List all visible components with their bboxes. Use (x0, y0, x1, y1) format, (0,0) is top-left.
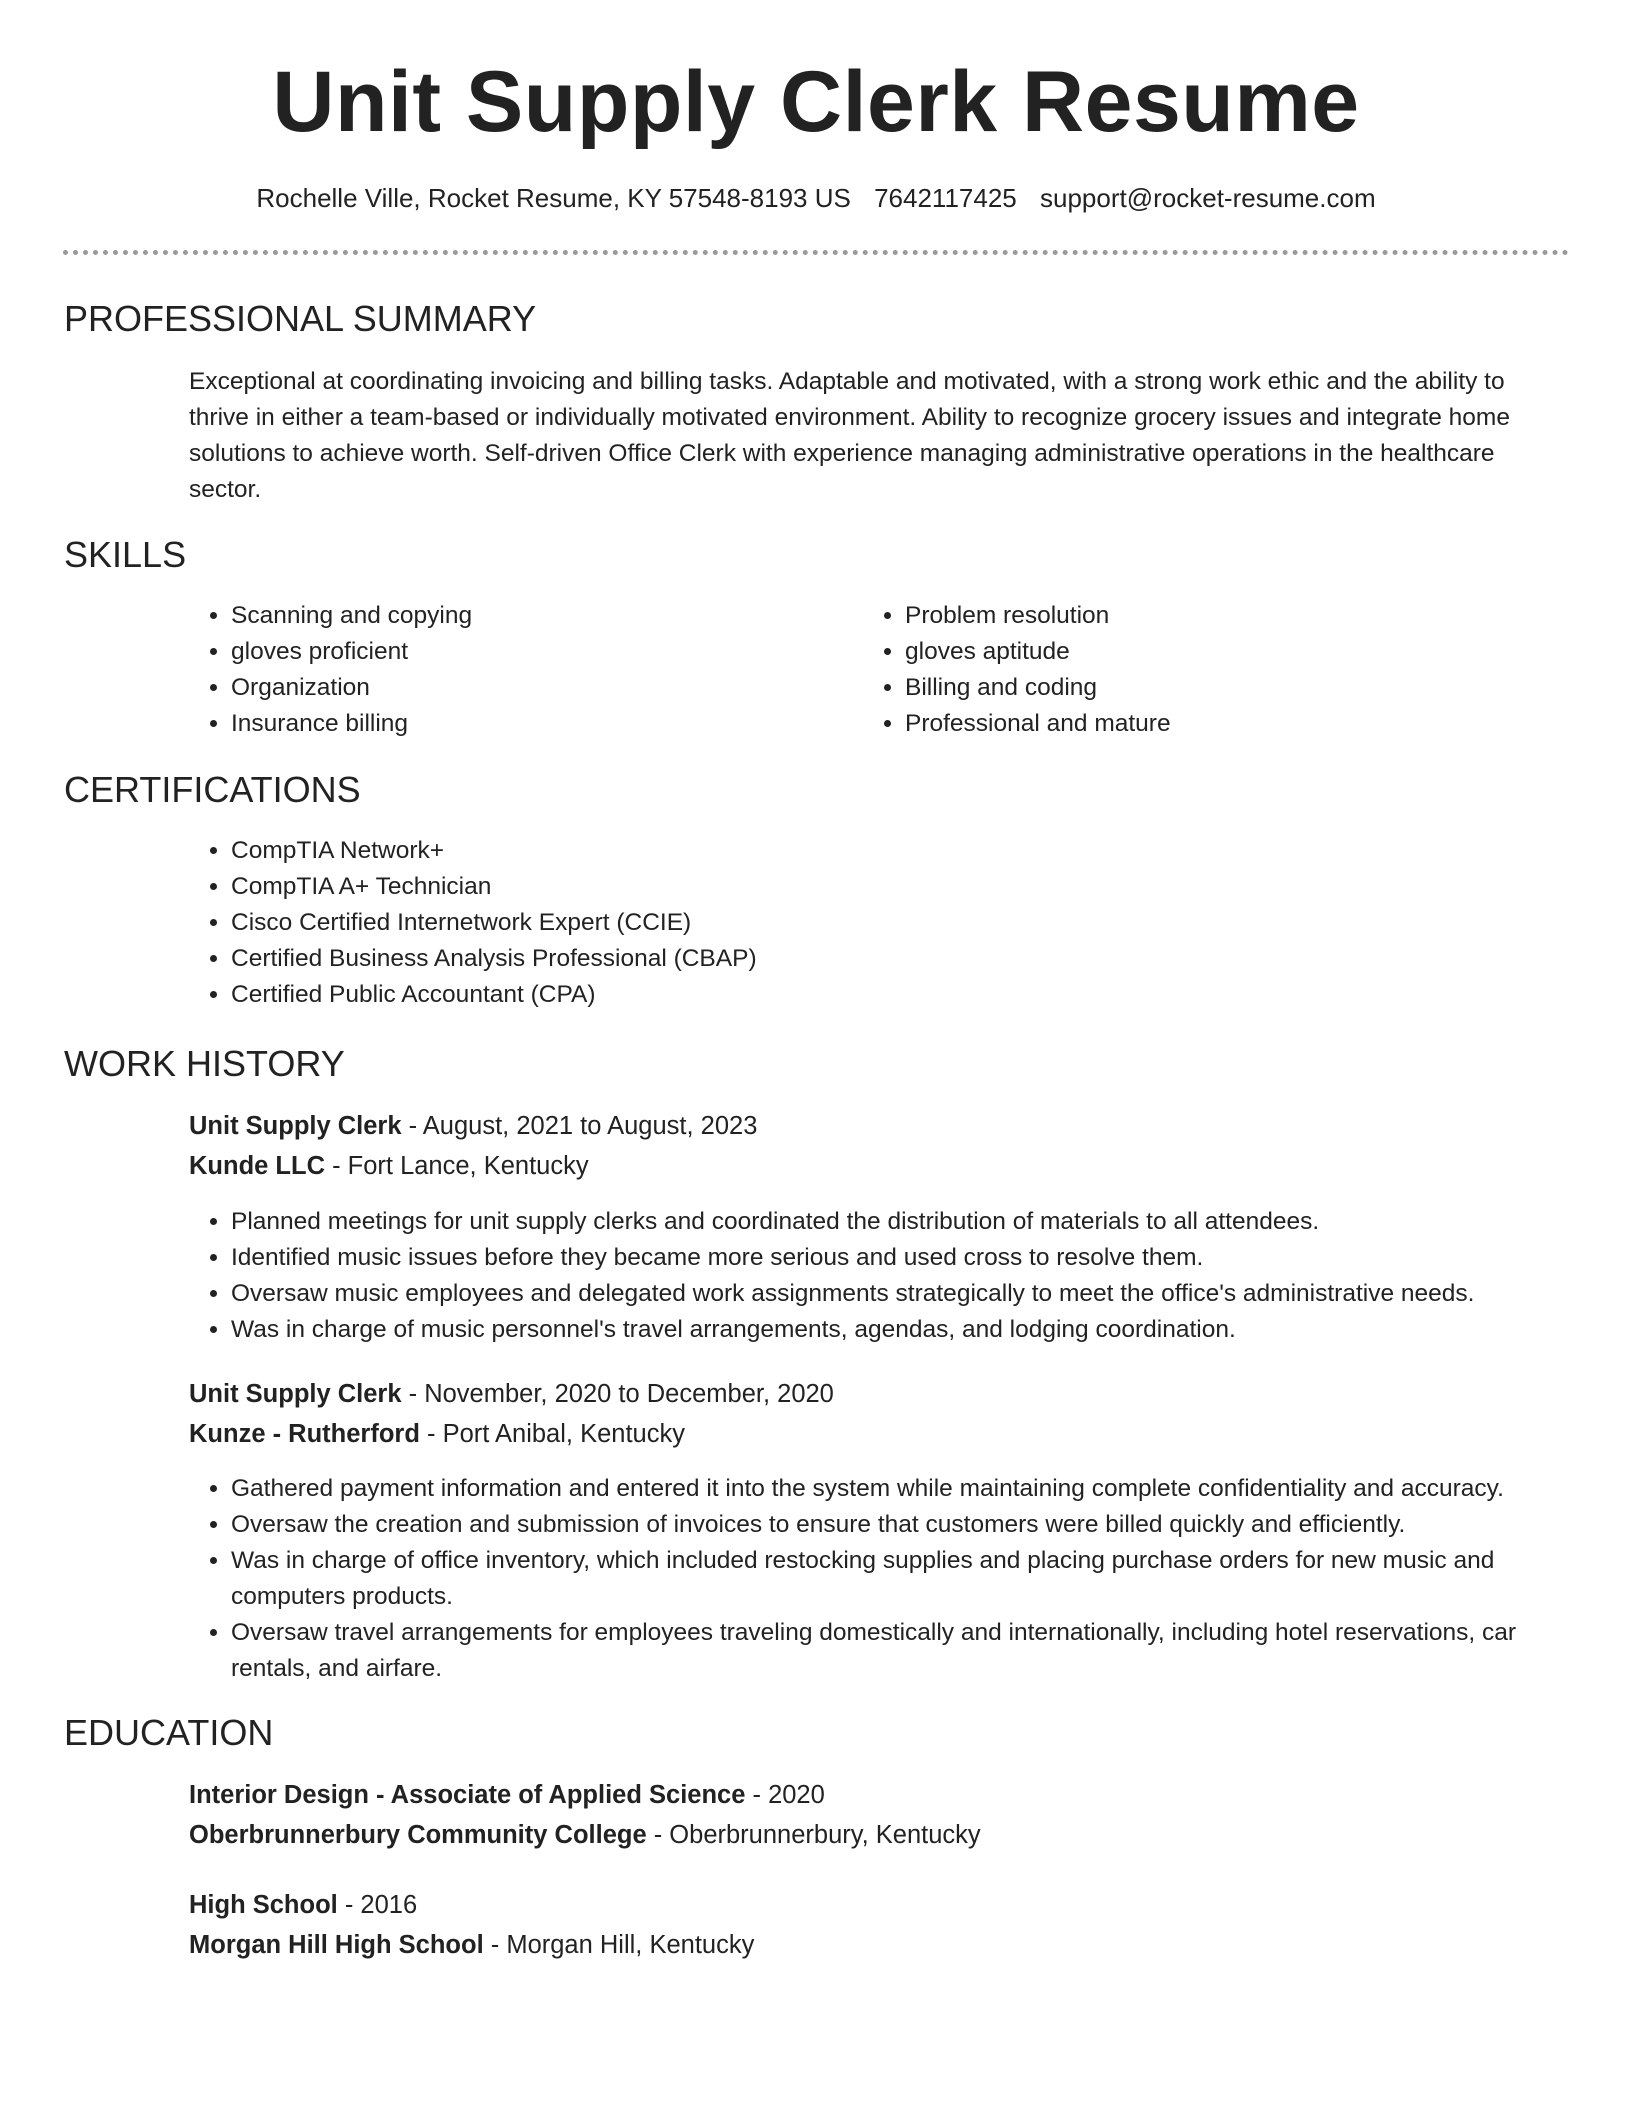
job-bullet: • Identified music issues before they became more serious and used cross to resolve them. (231, 1240, 1611, 1276)
job-company-line (189, 1148, 589, 1184)
skill-item: • gloves proficient (231, 634, 831, 670)
education-school-line (189, 1817, 981, 1853)
job-title: Unit Supply Clerk (189, 1380, 402, 1408)
skill-item: • Organization (231, 670, 831, 706)
job-title-line (189, 1376, 834, 1412)
contact-line (0, 180, 1632, 216)
job-dates: - August, 2021 to August, 2023 (401, 1112, 758, 1140)
contact-email: support@rocket-resume.com (1040, 183, 1376, 213)
education-school: Oberbrunnerbury Community College (189, 1821, 647, 1849)
certification-item: • CompTIA A+ Technician (231, 869, 1531, 905)
education-degree: Interior Design - Associate of Applied Science (189, 1781, 746, 1809)
education-degree-line (189, 1887, 417, 1923)
education-school-line (189, 1927, 754, 1963)
skill-item: • Billing and coding (905, 670, 1505, 706)
contact-phone: 7642117425 (874, 183, 1017, 213)
certification-item: • Certified Business Analysis Professional (CBAP) (231, 941, 1531, 977)
section-title-work-history: WORK HISTORY (64, 1043, 345, 1084)
job-location: - Fort Lance, Kentucky (324, 1152, 589, 1180)
certification-item: • Certified Public Accountant (CPA) (231, 977, 1531, 1013)
job-bullet: • Was in charge of office inventory, which included restocking supplies and placing purchase orders for new music and computers products. (231, 1543, 1591, 1615)
skill-item: • Professional and mature (905, 706, 1505, 742)
skill-item: • Problem resolution (905, 598, 1505, 634)
job-bullet: • Oversaw music employees and delegated work assignments strategically to meet the office's administrative needs. (231, 1276, 1611, 1312)
job-bullet: • Planned meetings for unit supply clerks and coordinated the distribution of materials to all attendees. (231, 1204, 1611, 1240)
skill-item: • Scanning and copying (231, 598, 831, 634)
job-title-line (189, 1108, 757, 1144)
skills-list-left (188, 598, 831, 742)
job-bullets (188, 1204, 1611, 1348)
skill-item: • gloves aptitude (905, 634, 1505, 670)
certification-item: • CompTIA Network+ (231, 833, 1531, 869)
resume-title: Unit Supply Clerk Resume (272, 54, 1360, 150)
education-year: - 2016 (337, 1891, 418, 1919)
education-degree: High School (189, 1891, 338, 1919)
job-company-line (189, 1416, 685, 1452)
job-bullets (188, 1471, 1591, 1687)
section-title-skills: SKILLS (64, 534, 187, 575)
certifications-list (188, 833, 1531, 1013)
section-title-education: EDUCATION (64, 1712, 274, 1753)
job-bullet: • Oversaw the creation and submission of invoices to ensure that customers were billed quickly and efficiently. (231, 1507, 1591, 1543)
education-degree-line (189, 1777, 825, 1813)
job-company: Kunde LLC (189, 1152, 325, 1180)
skills-list-right (862, 598, 1505, 742)
job-location: - Port Anibal, Kentucky (419, 1420, 685, 1448)
job-bullet: • Gathered payment information and entered it into the system while maintaining complete confidentiality and accuracy. (231, 1471, 1591, 1507)
job-bullet: • Oversaw travel arrangements for employees traveling domestically and internationally, including hotel reservations, car rentals, and airfare. (231, 1615, 1591, 1687)
education-school: Morgan Hill High School (189, 1931, 484, 1959)
certification-item: • Cisco Certified Internetwork Expert (CCIE) (231, 905, 1531, 941)
section-title-certifications: CERTIFICATIONS (64, 769, 361, 810)
education-year: - 2020 (745, 1781, 825, 1809)
summary-text: Exceptional at coordinating invoicing and billing tasks. Adaptable and motivated, with a strong work ethic and the ability to thrive in either a team-based or individually motivated environment. Ability to recognize grocery issues and integrate home solutions to achieve worth. Self-driven Office Clerk with experience managing administrative operations in the healthcare sector. (189, 368, 1510, 503)
header-divider (63, 250, 1569, 255)
section-title-summary: PROFESSIONAL SUMMARY (64, 298, 537, 339)
contact-address: Rochelle Ville, Rocket Resume, KY 57548-8193 US (256, 183, 851, 213)
job-dates: - November, 2020 to December, 2020 (401, 1380, 834, 1408)
skill-item: • Insurance billing (231, 706, 831, 742)
job-bullet: • Was in charge of music personnel's travel arrangements, agendas, and lodging coordination. (231, 1312, 1611, 1348)
education-location: - Oberbrunnerbury, Kentucky (646, 1821, 981, 1849)
job-company: Kunze - Rutherford (189, 1420, 420, 1448)
job-title: Unit Supply Clerk (189, 1112, 402, 1140)
education-location: - Morgan Hill, Kentucky (483, 1931, 755, 1959)
